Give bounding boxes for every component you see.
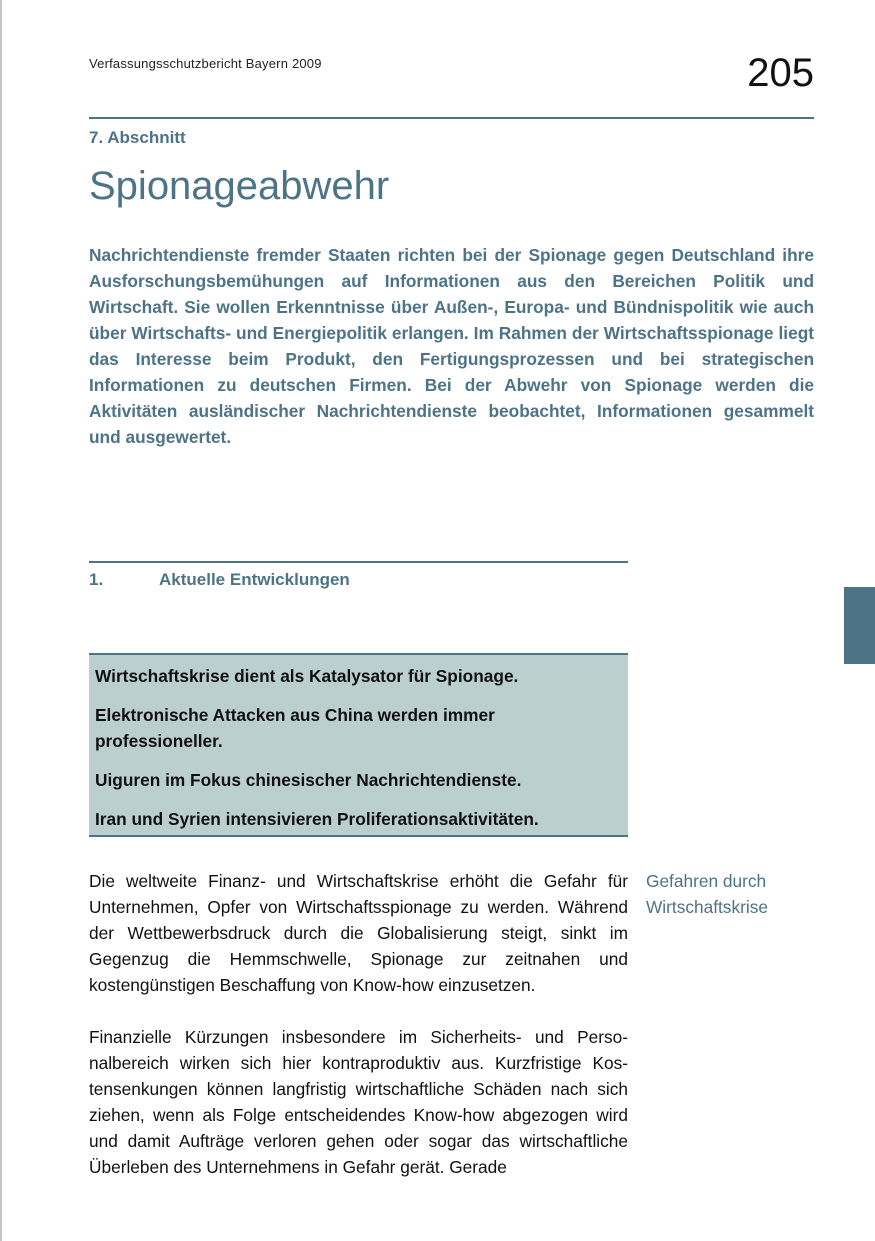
summary-item: Wirtschaftskrise dient als Katalysator für Spionage. (95, 666, 519, 686)
header-divider (89, 117, 814, 119)
subsection-title: Aktuelle Entwicklungen (159, 570, 350, 589)
margin-note: Gefahren durch Wirtschaftskrise (646, 871, 768, 917)
subsection-divider (89, 561, 628, 563)
page-edge-rule (0, 0, 2, 1241)
body-paragraph: Finanzielle Kürzungen insbesondere im Sicherheits- und Personalbereich wirken sich hier kontraproduktiv aus. Kurzfristige Kostensenkungen können langfristig wirtschaftliche Schäden nach sich ziehen, wenn als Folge entscheidendes Know-how abgezogen wird und damit Aufträge verloren gehen oder sogar das wirtschaftliche Überleben des Unternehmens in Gefahr gerät. Gerade (89, 1027, 628, 1177)
summary-item: Uiguren im Fokus chinesischer Nachrichtendienste. (95, 770, 522, 790)
chapter-title: Spionageabwehr (89, 164, 390, 208)
page-number: 205 (747, 51, 814, 95)
subsection-heading (89, 570, 350, 590)
summary-box (89, 653, 628, 837)
summary-item: Iran und Syrien intensivieren Proliferationsaktivitäten. (95, 809, 539, 829)
chapter-thumb-tab (844, 587, 875, 664)
subsection-number: 1. (89, 570, 104, 589)
body-paragraph: Die weltweite Finanz- und Wirtschaftskrise erhöht die Gefahr für Unternehmen, Opfer von Wirtschaftsspionage zu werden. Während der Wettbewerbsdruck durch die Globalisierung steigt, sinkt im Gegenzug die Hemmschwelle, Spionage zur zeitnahen und kostengünstigen Beschaffung von Know-how einzusetzen. (89, 871, 628, 995)
intro-paragraph: Nachrichtendienste fremder Staaten richten bei der Spionage gegen Deutschland ihre Ausforschungsbemühungen auf Informationen aus den Bereichen Politik und Wirtschaft. Sie wollen Erkenntnisse über Außen-, Europa- und Bündnispolitik wie auch über Wirtschafts- und Energiepolitik erlangen. Im Rahmen der Wirtschaftsspionage liegt das Interesse beim Produkt, den Fertigungsprozessen und bei strategischen Informationen zu deutschen Firmen. Bei der Abwehr von Spionage werden die Aktivitäten ausländischer Nachrichtendienste beobachtet, Informationen gesammelt und ausgewertet. (89, 245, 814, 447)
summary-item: Elektronische Attacken aus China werden immer professioneller. (95, 705, 495, 751)
section-label: 7. Abschnitt (89, 128, 186, 147)
running-header: Verfassungsschutzbericht Bayern 2009 (89, 56, 322, 71)
